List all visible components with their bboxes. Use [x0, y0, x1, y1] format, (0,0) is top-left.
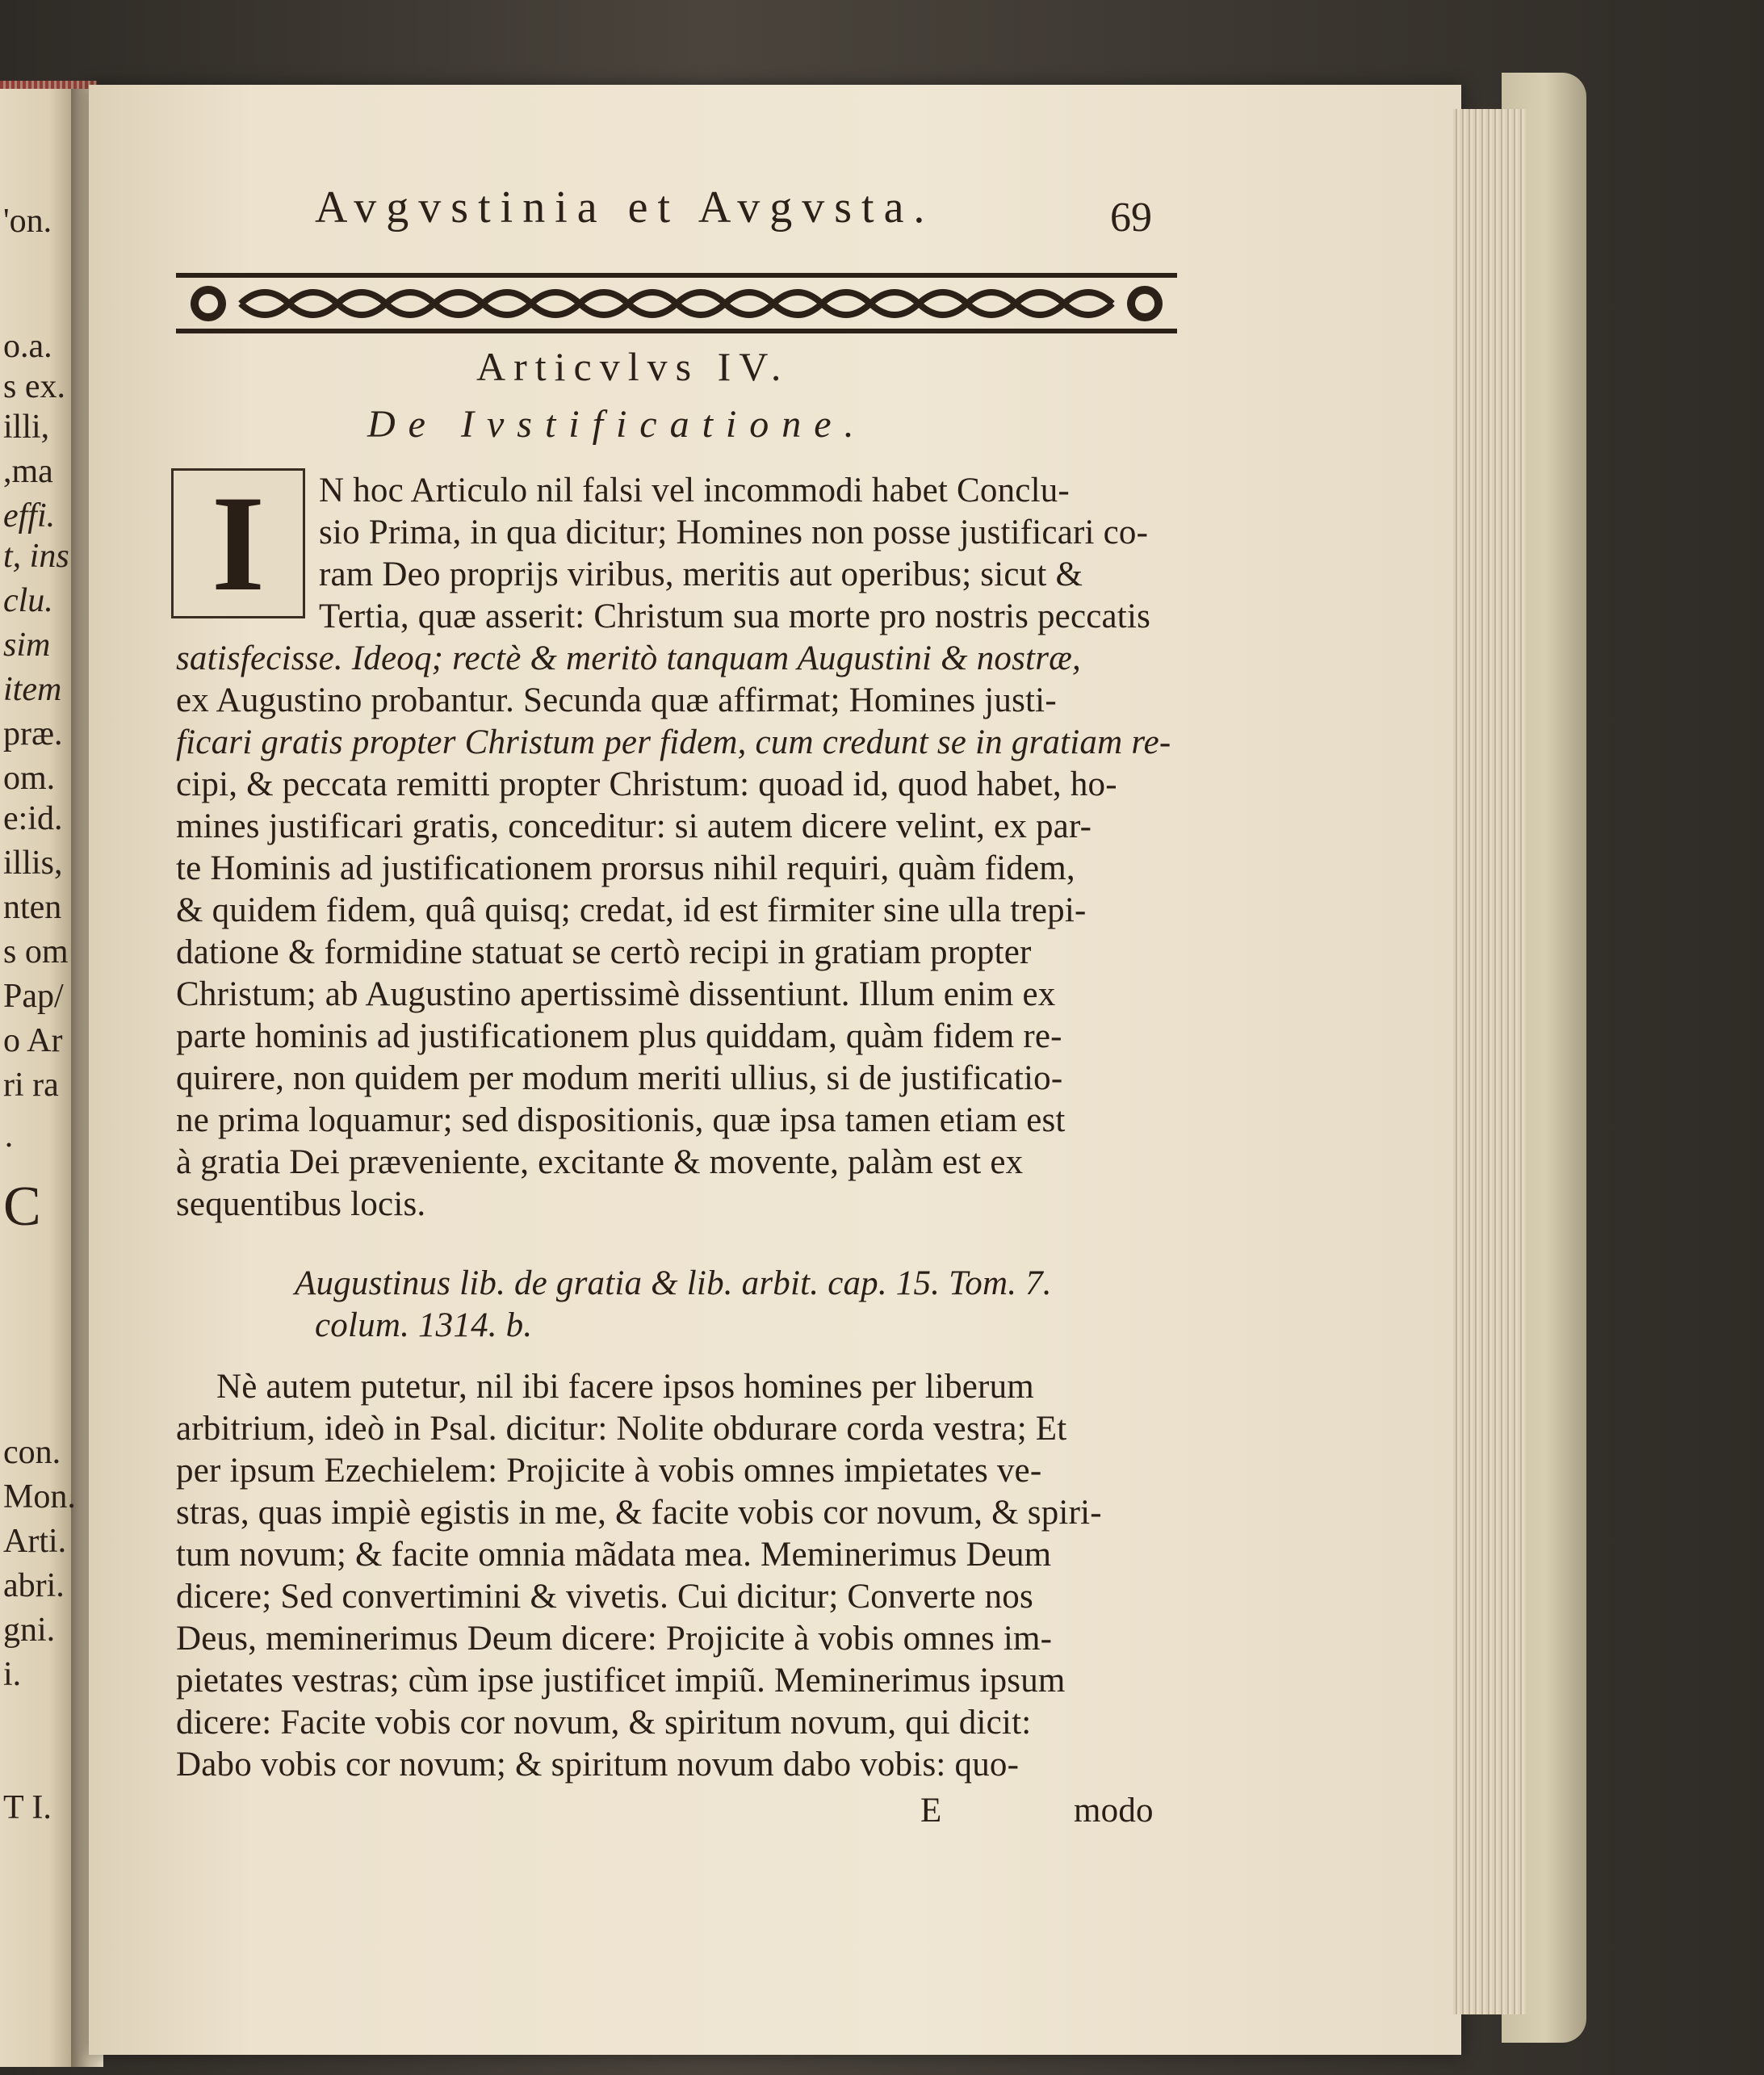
left-fragment: gni.	[3, 1612, 56, 1649]
text-line: Nè autem putetur, nil ibi facere ipsos homines per liberum	[216, 1368, 1034, 1406]
left-fragment: effi.	[3, 497, 56, 534]
running-head: Avgvstinia et Avgvsta.	[315, 182, 935, 233]
left-fragment: i.	[3, 1656, 22, 1693]
left-fragment: illis,	[3, 845, 63, 882]
text-line: datione & formidine statuat se certò recipi in gratiam propter	[176, 933, 1032, 971]
left-fragment: Mon.	[3, 1478, 76, 1515]
left-fragment: abri.	[3, 1567, 65, 1604]
text-line: ram Deo proprijs viribus, meritis aut operibus; sicut &	[319, 555, 1083, 593]
left-fragment: C	[3, 1176, 41, 1238]
left-fragment: nten	[3, 889, 62, 926]
text-line: à gratia Dei præveniente, excitante & movente, palàm est ex	[176, 1143, 1024, 1181]
text-line: quirere, non quidem per modum meriti ullius, si de justificatio-	[176, 1059, 1063, 1097]
left-fragment: e:id.	[3, 800, 63, 837]
text-line: satisfecisse. Ideoq; rectè & meritò tanquam Augustini & nostræ,	[176, 639, 1081, 677]
left-fragment: Pap/	[3, 978, 64, 1015]
citation-line: Augustinus lib. de gratia & lib. arbit. cap. 15. Tom. 7.	[295, 1264, 1052, 1302]
left-fragment: sim	[3, 627, 51, 664]
left-fragment: s ex.	[3, 368, 65, 405]
text-line: ex Augustino probantur. Secunda quæ affirmat; Homines justi-	[176, 681, 1057, 719]
text-line: Deus, meminerimus Deum dicere: Projicite à vobis omnes im-	[176, 1620, 1053, 1658]
article-subtitle: De Ivstificatione.	[367, 403, 867, 446]
article-title: Articvlvs IV.	[476, 344, 790, 389]
left-fragment: om.	[3, 760, 56, 797]
text-line: dicere: Facite vobis cor novum, & spiritum novum, qui dicit:	[176, 1704, 1032, 1742]
text-line: Christum; ab Augustino apertissimè dissentiunt. Illum enim ex	[176, 975, 1056, 1013]
page-number: 69	[1110, 195, 1152, 241]
text-line: pietates vestras; cùm ipse justificet impiũ. Meminerimus ipsum	[176, 1662, 1066, 1700]
text-line: Tertia, quæ asserit: Christum sua morte pro nostris peccatis	[319, 597, 1151, 635]
decorative-ornament-band	[176, 265, 1177, 342]
left-fragment: o.a.	[3, 328, 52, 365]
left-fragment: item	[3, 671, 62, 708]
text-line: Dabo vobis cor novum; & spiritum novum dabo vobis: quo-	[176, 1746, 1020, 1784]
left-fragment: Arti.	[3, 1523, 67, 1560]
left-fragment: præ.	[3, 715, 63, 752]
text-line: parte hominis ad justificationem plus quiddam, quàm fidem re-	[176, 1017, 1062, 1055]
text-line: ficari gratis propter Christum per fidem, cum credunt se in gratiam re-	[176, 723, 1171, 761]
decorated-initial	[171, 468, 305, 618]
text-line: N hoc Articulo nil falsi vel incommodi habet Conclu-	[319, 472, 1070, 509]
left-fragment: clu.	[3, 582, 53, 619]
citation-line: colum. 1314. b.	[315, 1306, 533, 1344]
text-line: stras, quas impiè egistis in me, & facite vobis cor novum, & spiri-	[176, 1494, 1102, 1532]
left-fragment: ·	[3, 1127, 15, 1164]
left-fragment: t, ins	[3, 538, 69, 575]
text-line: & quidem fidem, quâ quisq; credat, id est firmiter sine ulla trepi-	[176, 891, 1087, 929]
text-line: mines justificari gratis, conceditur: si autem dicere velint, ex par-	[176, 807, 1092, 845]
text-line: ne prima loquamur; sed dispositionis, quæ ipsa tamen etiam est	[176, 1101, 1066, 1139]
text-line: sio Prima, in qua dicitur; Homines non posse justificari co-	[319, 514, 1149, 551]
initial-letter: I	[211, 467, 266, 619]
left-fragment: ri ra	[3, 1067, 59, 1104]
left-fragment: o Ar	[3, 1022, 63, 1059]
left-fragment: s om	[3, 933, 69, 970]
left-fragment: illi,	[3, 409, 50, 446]
left-fragment: T I.	[3, 1789, 52, 1826]
left-fragment: 'on.	[3, 203, 52, 240]
left-fragment: ,ma	[3, 453, 53, 490]
text-line: te Hominis ad justificationem prorsus nihil requiri, quàm fidem,	[176, 849, 1075, 887]
signature-mark: E	[920, 1792, 942, 1830]
text-line: arbitrium, ideò in Psal. dicitur: Nolite obdurare corda vestra; Et	[176, 1410, 1067, 1448]
page-edges	[1453, 109, 1526, 2014]
text-line: tum novum; & facite omnia mãdata mea. Meminerimus Deum	[176, 1536, 1052, 1574]
text-line: dicere; Sed convertimini & vivetis. Cui dicitur; Converte nos	[176, 1578, 1033, 1616]
left-fragment: con.	[3, 1434, 61, 1471]
text-line: per ipsum Ezechielem: Projicite à vobis omnes impietates ve-	[176, 1452, 1042, 1490]
text-line: cipi, & peccata remitti propter Christum: quoad id, quod habet, ho-	[176, 765, 1117, 803]
catchword: modo	[1074, 1792, 1154, 1830]
text-line: sequentibus locis.	[176, 1185, 426, 1223]
